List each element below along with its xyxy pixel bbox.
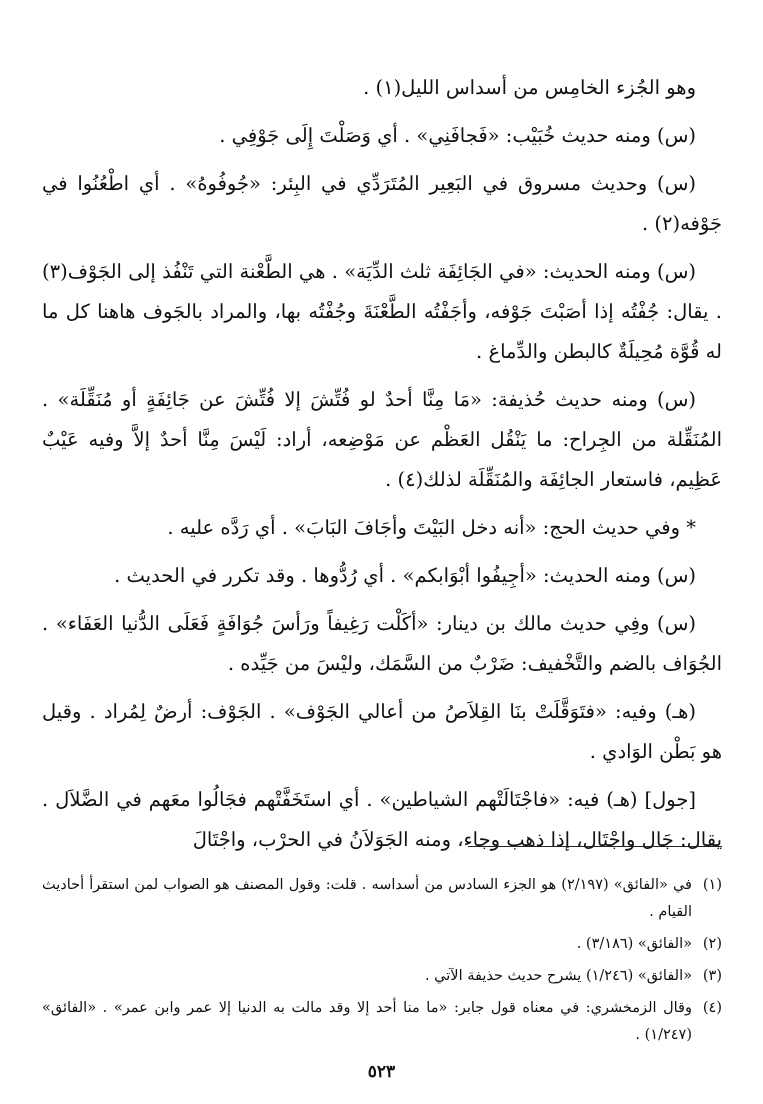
paragraph: (هـ) وفيه: «فتَوَقَّلَتْ بنَا القِلاَصُ من أعالي الجَوْف» . الجَوْف: أرضٌ لِمُراد . وقيل هو بَطْن الوَادي . xyxy=(42,700,722,763)
paragraph: (س) وفِي حديث مالك بن دينار: «أكَلْت رَغِيفاً ورَأسَ جُوَافَةٍ فَعَلَى الدُّنيا العَفَاء» . الجُوَاف بالضم والتَّخْفيف: ضَرْبٌ من السَّمَك، وليْسَ من جَيِّده . xyxy=(42,612,722,675)
paragraph: وهو الجُزء الخامِس من أسداس الليل(١) . xyxy=(363,76,696,99)
footnote-text: «الفائق» (٣/١٨٦) . xyxy=(576,936,692,952)
paragraph: (س) ومنه الحديث: «في الجَائِفَة ثلث الدِّيَة» . هي الطَّعْنة التي تَنْفُذ إلى الجَوْف(٣) . يقال: جُفْتُه إذا أصَبْتَ جَوْفه، وأجَفْتُه الطَّعْنَةَ وجُفْتُه بها، والمراد بالجَوف هاهنا كل ما له قُوَّة مُحِيلَةٌ كالبطن والدِّماغ . xyxy=(42,260,722,363)
paragraph: (س) ومنه حديث حُذيفة: «مَا مِنَّا أحدٌ لو فُتِّشَ إلا فُتِّشَ عن جَائِفَةٍ أو مُنَقِّلَة» . المُنَقِّلة من الجِراح: ما يَنْقُل العَظْم عن مَوْضِعه، أراد: لَيْسَ مِنَّا أحدٌ إلاَّ وفيه عَيْبٌ عَظِيم، فاستعار الجائِفَة والمُنَقِّلَة لذلك(٤) . xyxy=(42,388,723,491)
footnote-number: (٤) xyxy=(702,1000,722,1016)
footnote-text: وقال الزمخشري: في معناه قول جابر: «ما منا أحد إلا وقد مالت به الدنيا إلا عمر وابن عمر» . «الفائق» (١/٢٤٧) . xyxy=(42,1000,692,1043)
footnote xyxy=(42,931,722,958)
footnote-text: «الفائق» (١/٢٤٦) يشرح حديث حذيفة الآتي . xyxy=(424,968,692,984)
footnote xyxy=(42,872,722,926)
paragraph: (س) ومنه الحديث: «أجِيفُوا أبْوَابكم» . أي رُدُّوها . وقد تكرر في الحديث . xyxy=(114,564,696,587)
main-text xyxy=(42,68,722,868)
paragraph: * وفي حديث الحج: «أنه دخل البَيْتَ وأجَافَ البَابَ» . أي رَدَّه عليه . xyxy=(167,516,696,539)
footnote xyxy=(42,963,722,990)
footnote-divider xyxy=(468,846,722,847)
footnote xyxy=(42,995,722,1049)
paragraph: (س) ومنه حديث خُبَيْب: «فَجافَنِي» . أي وَصَلْتَ إِلَى جَوْفِي . xyxy=(219,124,696,147)
page-number: ٥٢٣ xyxy=(367,1062,396,1082)
footnote-text: في «الفائق» (٢/١٩٧) هو الجزء السادس من أسداسه . قلت: وقول المصنف هو الصواب لمن استقرأ أحاديث القيام . xyxy=(42,877,692,920)
footnotes xyxy=(42,872,722,1054)
footnote-number: (٢) xyxy=(702,936,722,952)
footnote-number: (١) xyxy=(702,877,722,893)
paragraph: [جول] (هـ) فيه: «فاجْتَالَتْهم الشياطين» . أي استَخَفَّتْهم فجَالُوا معَهم في الضَّلاَل . يقال: جَال واجْتَال، إذا ذهب وجاء، ومنه الجَوَلاَنُ في الحرْب، واجْتَالَ xyxy=(42,788,722,851)
paragraph: (س) وحديث مسروق في البَعِير المُتَرَدِّي في البِئر: «جُوفُوهُ» . أي اطْعُنُوا في جَوْفه(٢) . xyxy=(42,172,722,235)
footnote-number: (٣) xyxy=(702,968,722,984)
